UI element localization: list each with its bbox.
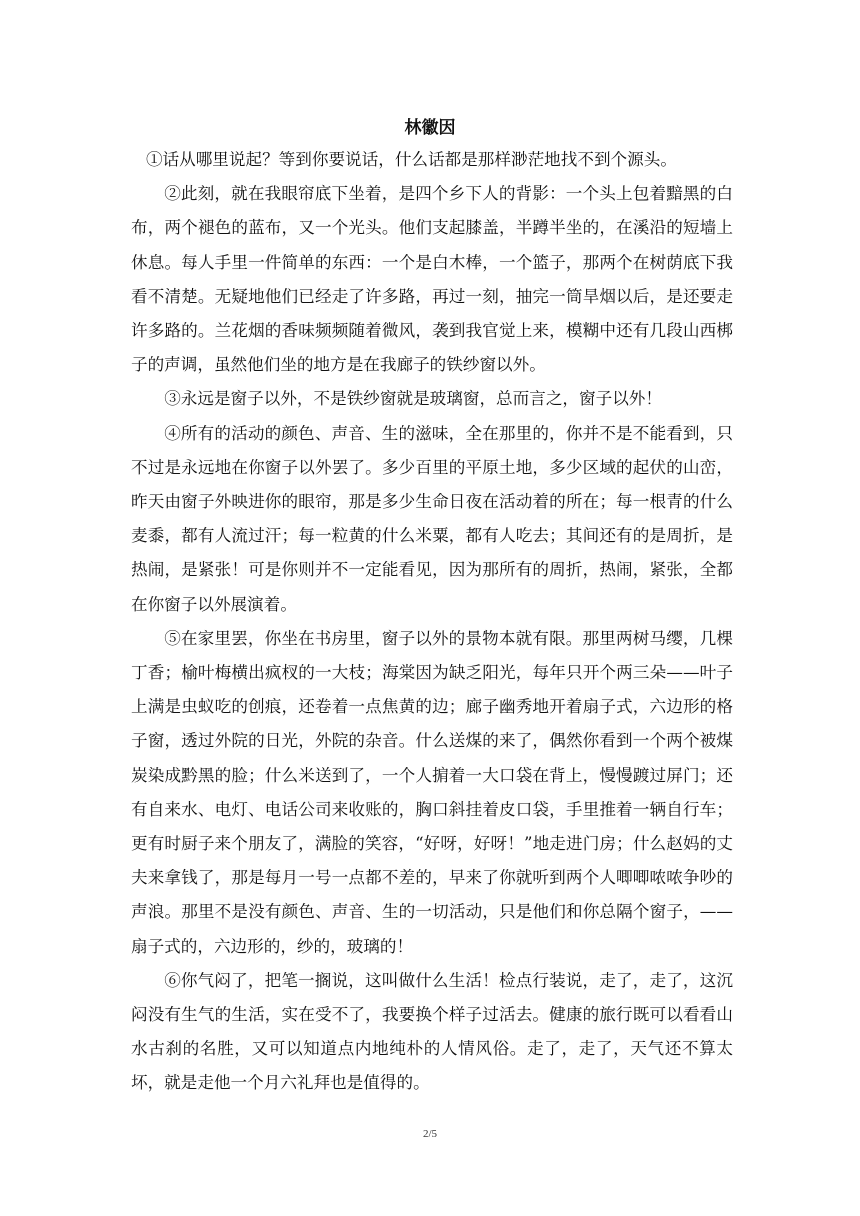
paragraph-5: ⑤在家里罢，你坐在书房里，窗子以外的景物本就有限。那里两树马缨，几棵丁香；榆叶梅横出疯杈的一大枝；海棠因为缺乏阳光，每年只开个两三朵——叶子上满是虫蚁吃的创痕，还卷着一点焦黄的边；廊子幽秀地开着扇子式，六边形的格子窗，透过外院的日光，外院的杂音。什么送煤的来了，偶然你看到一个两个被煤炭染成黔黑的脸；什么米送到了，一个人掮着一大口袋在背上，慢慢踱过屏门；还有自来水、电灯、电话公司来收账的，胸口斜挂着皮口袋，手里推着一辆自行车；更有时厨子来个朋友了，满脸的笑容，“好呀，好呀！”地走进门房；什么赵妈的丈夫来拿钱了，那是每月一号一点都不差的，早来了你就听到两个人唧唧哝哝争吵的声浪。那里不是没有颜色、声音、生的一切活动，只是他们和你总隔个窗子，——扇子式的，六边形的，纱的，玻璃的！	[131, 628, 733, 956]
page-number: 2/5	[422, 1128, 438, 1140]
author-name: 林徽因	[404, 118, 456, 138]
paragraph-6: ⑥你气闷了，把笔一搁说，这叫做什么生活！检点行装说，走了，走了，这沉闷没有生气的生活，实在受不了，我要换个样子过活去。健康的旅行既可以看看山水古刹的名胜，又可以知道点内地纯朴的人情风俗。走了，走了，天气还不算太坏，就是走他一个月六礼拜也是值得的。	[131, 970, 733, 1093]
article-body	[131, 143, 733, 1101]
paragraph-3: ③永远是窗子以外，不是铁纱窗就是玻璃窗，总而言之，窗子以外！	[164, 389, 662, 409]
paragraph-4: ④所有的活动的颜色、声音、生的滋味，全在那里的，你并不是不能看到，只不过是永远地在你窗子以外罢了。多少百里的平原土地，多少区域的起伏的山峦，昨天由窗子外映进你的眼帘，那是多少生命日夜在活动着的所在；每一根青的什么麦黍，都有人流过汗；每一粒黄的什么米粟，都有人吃去；其间还有的是周折，是热闹，是紧张！可是你则并不一定能看见，因为那所有的周折，热闹，紧张，全都在你窗子以外展演着。	[131, 423, 733, 614]
paragraph-1: ①话从哪里说起？等到你要说话，什么话都是那样渺茫地找不到个源头。	[145, 150, 677, 169]
paragraph-2: ②此刻，就在我眼帘底下坐着，是四个乡下人的背影：一个头上包着黯黑的白布，两个褪色的蓝布，又一个光头。他们支起膝盖，半蹲半坐的，在溪沿的短墙上休息。每人手里一件简单的东西：一个是白木棒，一个篮子，那两个在树荫底下我看不清楚。无疑地他们已经走了许多路，再过一刻，抽完一筒旱烟以后，是还要走许多路的。兰花烟的香味频频随着微风，袭到我官觉上来，模糊中还有几段山西梆子的声调，虽然他们坐的地方是在我廊子的铁纱窗以外。	[131, 184, 733, 375]
